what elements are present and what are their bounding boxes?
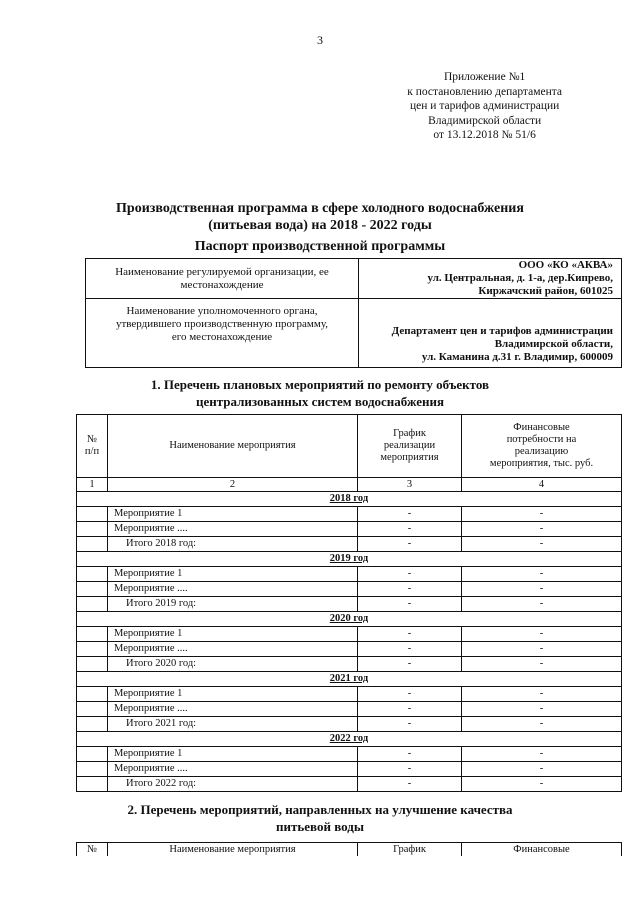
header-num: № xyxy=(77,843,108,857)
measure-name: Мероприятие 1 xyxy=(108,747,358,762)
column-number-row xyxy=(77,478,622,492)
appendix-line: цен и тарифов администрации xyxy=(410,100,560,112)
passport-row xyxy=(86,299,622,368)
row-num xyxy=(77,717,108,732)
measure-name: Мероприятие .... xyxy=(108,582,358,597)
row-num xyxy=(77,582,108,597)
passport-label-line: его местонахождение xyxy=(171,331,273,343)
passport-value-line: ул. Центральная, д. 1-а, дер.Кипрево, xyxy=(427,272,613,284)
measure-name: Итого 2021 год: xyxy=(108,717,358,732)
table-row xyxy=(77,747,622,762)
schedule-value: - xyxy=(358,747,462,762)
measure-name: Мероприятие 1 xyxy=(108,507,358,522)
table-row xyxy=(77,522,622,537)
header-name: Наименование мероприятия xyxy=(108,415,358,478)
section1-title-line: централизованных систем водоснабжения xyxy=(195,394,445,409)
section2-title-line: питьевой воды xyxy=(276,819,364,834)
year-row xyxy=(77,732,622,747)
measure-name: Итого 2018 год: xyxy=(108,537,358,552)
schedule-value: - xyxy=(358,507,462,522)
finance-value: - xyxy=(462,642,622,657)
total-row xyxy=(77,717,622,732)
passport-row xyxy=(86,259,622,299)
schedule-value: - xyxy=(358,582,462,597)
finance-value: - xyxy=(462,597,622,612)
total-row xyxy=(77,597,622,612)
passport-value xyxy=(359,299,622,368)
passport-value xyxy=(359,259,622,299)
table-row xyxy=(77,687,622,702)
table-row xyxy=(77,762,622,777)
total-row xyxy=(77,777,622,792)
measure-name: Мероприятие 1 xyxy=(108,687,358,702)
table-row xyxy=(77,627,622,642)
row-num xyxy=(77,537,108,552)
row-num xyxy=(77,687,108,702)
schedule-value: - xyxy=(358,687,462,702)
header-schedule-line: График xyxy=(393,428,426,439)
row-num xyxy=(77,522,108,537)
schedule-value: - xyxy=(358,657,462,672)
page-number: 3 xyxy=(317,33,323,47)
finance-value: - xyxy=(462,567,622,582)
schedule-value: - xyxy=(358,702,462,717)
table-row xyxy=(77,507,622,522)
header-num-line: п/п xyxy=(84,446,100,457)
passport-value-line: Департамент цен и тарифов администрации xyxy=(391,325,613,337)
measure-name: Мероприятие .... xyxy=(108,702,358,717)
schedule-value: - xyxy=(358,522,462,537)
finance-value: - xyxy=(462,507,622,522)
row-num xyxy=(77,597,108,612)
row-num xyxy=(77,777,108,792)
passport-label-line: Наименование регулируемой организации, ее xyxy=(115,265,329,278)
header-schedule-line: мероприятия xyxy=(380,452,439,463)
row-num xyxy=(77,702,108,717)
year-row xyxy=(77,552,622,567)
measure-name: Мероприятие .... xyxy=(108,522,358,537)
measure-name: Итого 2020 год: xyxy=(108,657,358,672)
year-label: 2021 год xyxy=(77,672,622,687)
header-finance-line: Финансовые xyxy=(513,422,570,433)
schedule-value: - xyxy=(358,537,462,552)
finance-value: - xyxy=(462,717,622,732)
finance-value: - xyxy=(462,762,622,777)
year-row xyxy=(77,612,622,627)
row-num xyxy=(77,762,108,777)
row-num xyxy=(77,627,108,642)
column-number: 3 xyxy=(358,478,462,492)
appendix-note xyxy=(407,70,562,143)
passport-label-line: утвердившего производственную программу, xyxy=(115,318,328,330)
passport-value-line: Владимирской области, xyxy=(494,338,613,350)
column-number: 1 xyxy=(77,478,108,492)
total-row xyxy=(77,537,622,552)
row-num xyxy=(77,507,108,522)
schedule-value: - xyxy=(358,717,462,732)
schedule-value: - xyxy=(358,762,462,777)
header-finance-line: мероприятия, тыс. руб. xyxy=(489,458,594,469)
finance-value: - xyxy=(462,657,622,672)
measure-name: Мероприятие 1 xyxy=(108,627,358,642)
section2-title-line: 2. Перечень мероприятий, направленных на улучшение качества xyxy=(127,802,513,817)
year-row xyxy=(77,492,622,507)
column-number: 4 xyxy=(462,478,622,492)
measure-name: Итого 2022 год: xyxy=(108,777,358,792)
schedule-value: - xyxy=(358,567,462,582)
repair-plan-table xyxy=(76,414,622,792)
appendix-line: от 13.12.2018 № 51/6 xyxy=(433,129,536,141)
section2-title xyxy=(0,801,640,835)
year-label: 2019 год xyxy=(77,552,622,567)
header-finance: Финансовые xyxy=(462,843,622,857)
header-finance-line: реализацию xyxy=(514,446,569,457)
passport-label-line: местонахождение xyxy=(180,278,264,291)
table-header-row xyxy=(77,415,622,478)
passport-value-line: ООО «КО «АКВА» xyxy=(518,259,613,271)
header-num-line: № xyxy=(86,434,98,445)
appendix-line: к постановлению департамента xyxy=(407,85,562,98)
row-num xyxy=(77,747,108,762)
header-num xyxy=(77,415,108,478)
header-schedule: График xyxy=(358,843,462,857)
schedule-value: - xyxy=(358,642,462,657)
total-row xyxy=(77,657,622,672)
table-row xyxy=(77,702,622,717)
section1-title xyxy=(0,376,640,410)
appendix-line: Владимирской области xyxy=(428,114,542,127)
table-header-row xyxy=(77,843,622,857)
finance-value: - xyxy=(462,687,622,702)
column-number: 2 xyxy=(108,478,358,492)
measure-name: Итого 2019 год: xyxy=(108,597,358,612)
finance-value: - xyxy=(462,522,622,537)
measure-name: Мероприятие 1 xyxy=(108,567,358,582)
passport-label-line: Наименование уполномоченного органа, xyxy=(126,305,318,317)
row-num xyxy=(77,642,108,657)
schedule-value: - xyxy=(358,777,462,792)
quality-measures-table xyxy=(76,842,622,856)
finance-value: - xyxy=(462,537,622,552)
finance-value: - xyxy=(462,627,622,642)
passport-table xyxy=(85,258,622,368)
header-finance xyxy=(462,415,622,478)
year-label: 2018 год xyxy=(77,492,622,507)
table-row xyxy=(77,582,622,597)
header-finance-line: потребности на xyxy=(506,434,577,445)
passport-label xyxy=(86,259,359,299)
schedule-value: - xyxy=(358,627,462,642)
finance-value: - xyxy=(462,582,622,597)
header-name: Наименование мероприятия xyxy=(108,843,358,857)
appendix-line: Приложение №1 xyxy=(443,71,526,83)
finance-value: - xyxy=(462,747,622,762)
passport-heading: Паспорт производственной программы xyxy=(194,239,446,254)
row-num xyxy=(77,657,108,672)
measure-name: Мероприятие .... xyxy=(108,762,358,777)
document-title xyxy=(0,200,640,234)
table-row xyxy=(77,642,622,657)
document-title-line: (питьевая вода) на 2018 - 2022 годы xyxy=(208,218,432,233)
passport-label xyxy=(86,299,359,368)
passport-value-line: Киржачский район, 601025 xyxy=(478,285,613,297)
section1-title-line: 1. Перечень плановых мероприятий по ремонту объектов xyxy=(150,377,490,392)
row-num xyxy=(77,567,108,582)
year-label: 2020 год xyxy=(77,612,622,627)
year-label: 2022 год xyxy=(77,732,622,747)
finance-value: - xyxy=(462,777,622,792)
measure-name: Мероприятие .... xyxy=(108,642,358,657)
finance-value: - xyxy=(462,702,622,717)
year-row xyxy=(77,672,622,687)
passport-value-line: ул. Каманина д.31 г. Владимир, 600009 xyxy=(421,351,613,363)
table-row xyxy=(77,567,622,582)
document-title-line: Производственная программа в сфере холодного водоснабжения xyxy=(116,201,524,216)
header-schedule xyxy=(358,415,462,478)
schedule-value: - xyxy=(358,597,462,612)
header-schedule-line: реализации xyxy=(383,440,436,451)
